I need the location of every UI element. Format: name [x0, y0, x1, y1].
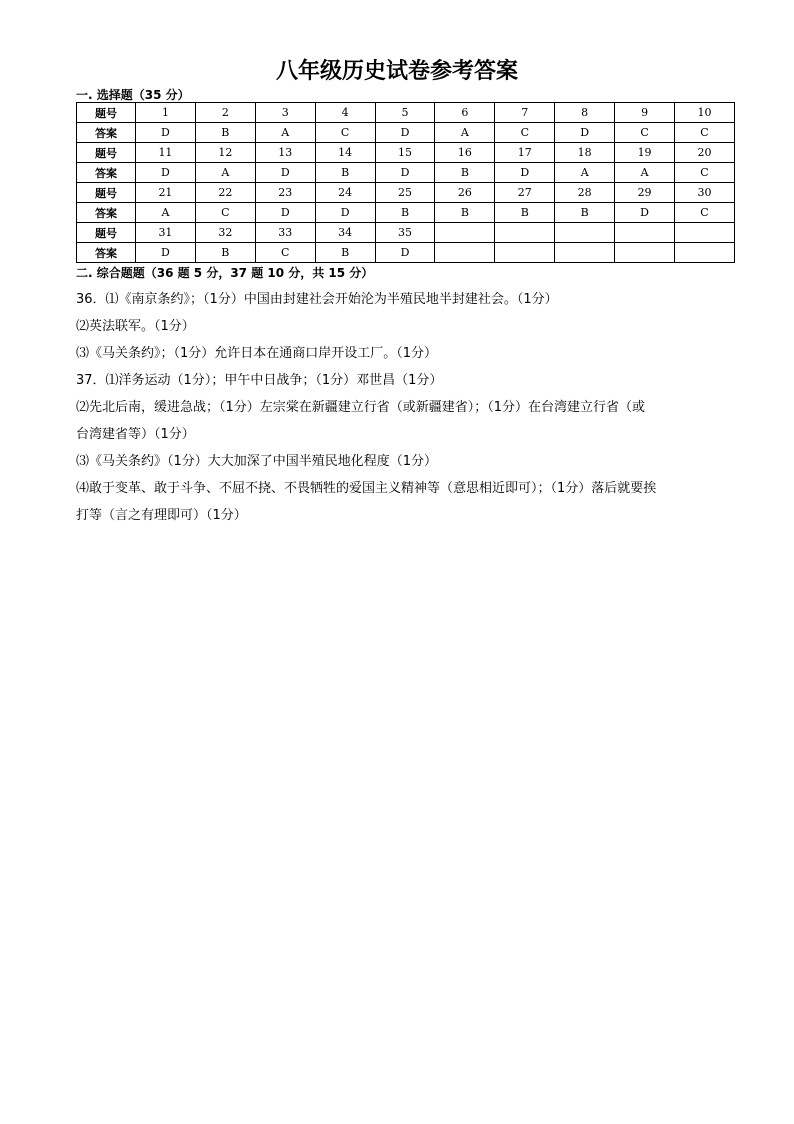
- row-label-answer: 答案: [77, 123, 136, 143]
- answer-cell: A: [435, 123, 495, 143]
- answer-cell: D: [375, 123, 435, 143]
- question-number-cell: 11: [136, 143, 196, 163]
- question-number-row: [77, 103, 735, 123]
- answer-cell: B: [195, 243, 255, 263]
- answer-cell: A: [255, 123, 315, 143]
- question-number-row: [77, 223, 735, 243]
- question-number-cell: 4: [315, 103, 375, 123]
- answer-line: ⑷敢于变革、敢于斗争、不屈不挠、不畏牺牲的爱国主义精神等（意思相近即可）；（1分）落后就要挨: [76, 481, 657, 496]
- answer-cell: D: [136, 123, 196, 143]
- question-number-cell: 28: [555, 183, 615, 203]
- question-number-cell: 32: [195, 223, 255, 243]
- question-number-cell: 10: [675, 103, 735, 123]
- answer-cell: C: [255, 243, 315, 263]
- question-number-row: [77, 143, 735, 163]
- question-number-cell: 13: [255, 143, 315, 163]
- row-label-number: 题号: [77, 143, 136, 163]
- question-number-row: [77, 183, 735, 203]
- answer-cell: [435, 243, 495, 263]
- question-number-cell: 33: [255, 223, 315, 243]
- answer-cell: [555, 243, 615, 263]
- answer-cell: D: [495, 163, 555, 183]
- answer-line: 台湾建省等）（1分）: [76, 427, 195, 442]
- answer-line: 37．⑴洋务运动（1分）；甲午中日战争；（1分）邓世昌（1分）: [76, 373, 443, 388]
- question-number-cell: [615, 223, 675, 243]
- answer-line: ⑶《马关条约》（1分）大大加深了中国半殖民地化程度（1分）: [76, 454, 438, 469]
- answer-cell: A: [195, 163, 255, 183]
- row-label-number: 题号: [77, 103, 136, 123]
- question-number-cell: [495, 223, 555, 243]
- question-number-cell: 24: [315, 183, 375, 203]
- question-number-cell: 8: [555, 103, 615, 123]
- row-label-answer: 答案: [77, 203, 136, 223]
- question-number-cell: 9: [615, 103, 675, 123]
- question-number-cell: 14: [315, 143, 375, 163]
- answer-cell: D: [136, 243, 196, 263]
- question-number-cell: 18: [555, 143, 615, 163]
- answer-cell: B: [555, 203, 615, 223]
- question-number-cell: 21: [136, 183, 196, 203]
- answer-cell: C: [615, 123, 675, 143]
- answer-row: [77, 203, 735, 223]
- answer-table: [76, 102, 735, 263]
- answer-cell: C: [495, 123, 555, 143]
- answer-cell: [495, 243, 555, 263]
- question-number-cell: 15: [375, 143, 435, 163]
- question-number-cell: 12: [195, 143, 255, 163]
- answer-cell: [675, 243, 735, 263]
- answer-cell: B: [195, 123, 255, 143]
- question-number-cell: 35: [375, 223, 435, 243]
- row-label-number: 题号: [77, 183, 136, 203]
- answer-cell: D: [255, 163, 315, 183]
- answer-cell: B: [435, 163, 495, 183]
- question-number-cell: 3: [255, 103, 315, 123]
- answer-row: [77, 163, 735, 183]
- answer-cell: B: [375, 203, 435, 223]
- answer-cell: C: [195, 203, 255, 223]
- question-number-cell: 20: [675, 143, 735, 163]
- question-number-cell: 6: [435, 103, 495, 123]
- row-label-answer: 答案: [77, 163, 136, 183]
- answer-cell: D: [136, 163, 196, 183]
- question-number-cell: 1: [136, 103, 196, 123]
- question-number-cell: 25: [375, 183, 435, 203]
- answer-cell: D: [555, 123, 615, 143]
- question-number-cell: 5: [375, 103, 435, 123]
- answer-cell: C: [315, 123, 375, 143]
- answer-cell: C: [675, 123, 735, 143]
- answer-cell: [615, 243, 675, 263]
- question-number-cell: 16: [435, 143, 495, 163]
- answer-row: [77, 123, 735, 143]
- answer-cell: D: [615, 203, 675, 223]
- question-number-cell: 30: [675, 183, 735, 203]
- answer-cell: A: [615, 163, 675, 183]
- question-number-cell: [675, 223, 735, 243]
- answer-cell: D: [375, 163, 435, 183]
- answer-line: ⑵先北后南，缓进急战；（1分）左宗棠在新疆建立行省（或新疆建省）；（1分）在台湾建立行省（或: [76, 400, 646, 415]
- question-number-cell: [555, 223, 615, 243]
- question-number-cell: 27: [495, 183, 555, 203]
- question-number-cell: 29: [615, 183, 675, 203]
- question-number-cell: 17: [495, 143, 555, 163]
- answer-cell: B: [495, 203, 555, 223]
- question-number-cell: 23: [255, 183, 315, 203]
- section-heading-comprehensive: 二. 综合题题（36 题 5 分，37 题 10 分，共 15 分）: [76, 266, 374, 280]
- question-number-cell: 2: [195, 103, 255, 123]
- answer-cell: D: [255, 203, 315, 223]
- answer-line: 36．⑴《南京条约》；（1分）中国由封建社会开始沦为半殖民地半封建社会。（1分）: [76, 292, 558, 307]
- question-number-cell: 26: [435, 183, 495, 203]
- answer-cell: A: [136, 203, 196, 223]
- answer-line: ⑵英法联军。（1分）: [76, 319, 195, 334]
- document-title: 八年级历史试卷参考答案: [275, 59, 518, 84]
- answer-cell: C: [675, 203, 735, 223]
- answer-cell: C: [675, 163, 735, 183]
- answer-cell: B: [435, 203, 495, 223]
- answer-cell: D: [375, 243, 435, 263]
- answer-cell: A: [555, 163, 615, 183]
- answer-line: ⑶《马关条约》；（1分）允许日本在通商口岸开设工厂。（1分）: [76, 346, 438, 361]
- question-number-cell: 7: [495, 103, 555, 123]
- answer-cell: B: [315, 243, 375, 263]
- answer-line: 打等（言之有理即可）（1分）: [76, 508, 247, 523]
- question-number-cell: 22: [195, 183, 255, 203]
- row-label-number: 题号: [77, 223, 136, 243]
- answer-cell: D: [315, 203, 375, 223]
- question-number-cell: [435, 223, 495, 243]
- answer-row: [77, 243, 735, 263]
- row-label-answer: 答案: [77, 243, 136, 263]
- section-heading-multiple-choice: 一. 选择题（35 分）: [76, 88, 190, 102]
- answer-cell: B: [315, 163, 375, 183]
- question-number-cell: 19: [615, 143, 675, 163]
- question-number-cell: 31: [136, 223, 196, 243]
- question-number-cell: 34: [315, 223, 375, 243]
